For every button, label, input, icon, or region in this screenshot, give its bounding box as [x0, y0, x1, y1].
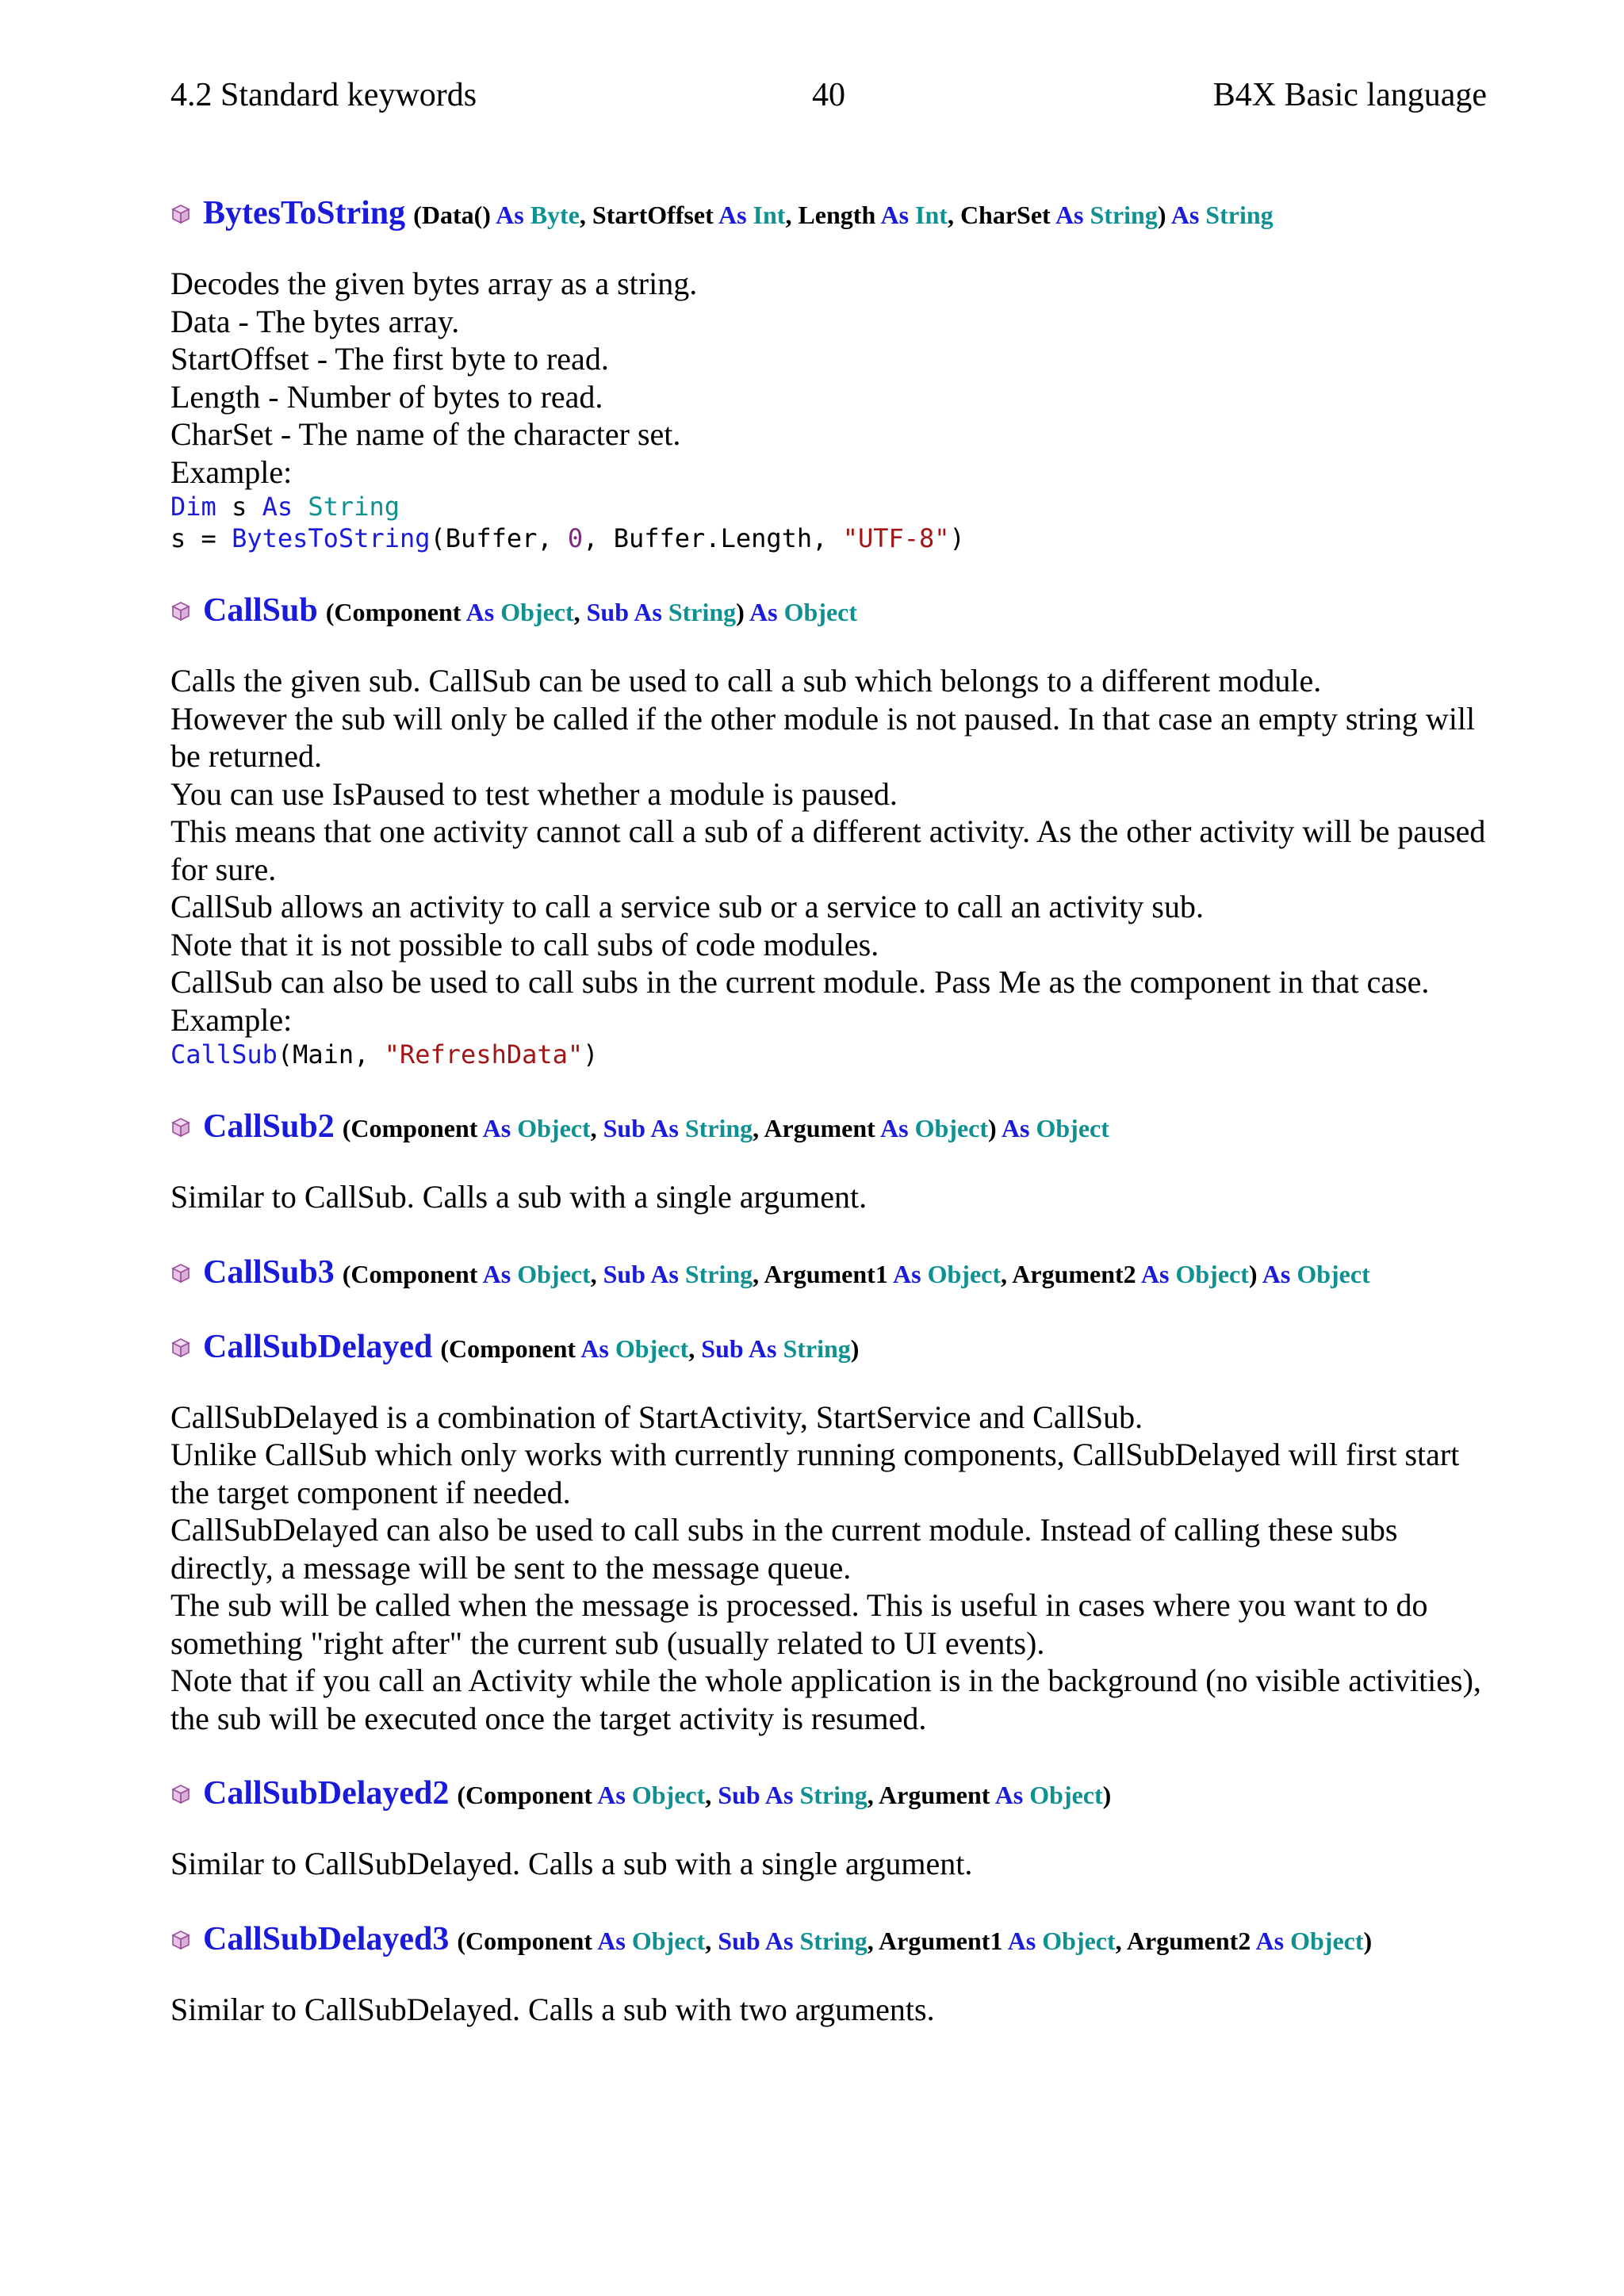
signature-token: As	[465, 598, 501, 626]
signature-token: (Component	[325, 598, 466, 626]
keyword-signature	[170, 1249, 1487, 1295]
keyword-description	[170, 1178, 1487, 1216]
signature-token: ,	[688, 1334, 702, 1363]
keyword-name: BytesToString	[203, 195, 406, 232]
signature-token: , Argument	[753, 1114, 881, 1142]
keyword-name: CallSubDelayed3	[203, 1920, 450, 1957]
signature-token: String	[799, 1926, 868, 1955]
code-token: CallSub	[170, 1039, 278, 1070]
keyword-entry	[170, 1916, 1487, 2062]
description-line: However the sub will only be called if the other module is not paused. In that case an empty string will be returned.	[170, 700, 1476, 774]
signature-token: , Argument2	[1115, 1926, 1256, 1955]
header-page-number: 40	[812, 77, 845, 113]
keyword-entry	[170, 1770, 1487, 1916]
signature-token: )	[988, 1114, 1002, 1142]
code-token: s	[216, 492, 262, 522]
signature-token: Object	[517, 1259, 591, 1288]
signature-token: , Argument1	[867, 1926, 1008, 1955]
code-line	[170, 522, 1487, 554]
signature-token: As	[893, 1259, 928, 1288]
signature-token: As	[994, 1781, 1030, 1809]
signature-token: , Length	[785, 201, 881, 229]
signature-token: Int	[753, 201, 786, 229]
header-book-title: B4X Basic language	[1212, 77, 1487, 113]
keyword-name: CallSub	[203, 592, 318, 629]
signature-token: As	[597, 1926, 632, 1955]
signature-token: Int	[915, 201, 948, 229]
code-token: String	[308, 492, 400, 522]
signature-token: As	[634, 598, 668, 626]
signature-token: Object	[1175, 1259, 1249, 1288]
signature-token: As	[650, 1114, 685, 1142]
signature-token: )	[850, 1334, 860, 1363]
code-example	[170, 491, 1487, 554]
signature-token: )	[1157, 201, 1171, 229]
signature-token: , Argument	[867, 1781, 995, 1809]
signature-token: (Component	[457, 1926, 598, 1955]
signature-token: As	[764, 1926, 800, 1955]
description-line: Decodes the given bytes array as a string.	[170, 266, 698, 301]
method-cube-icon	[170, 1332, 191, 1353]
signature-token: As	[1055, 201, 1090, 229]
keyword-entry	[170, 587, 1487, 1104]
code-token: BytesToString	[232, 523, 431, 553]
keyword-entry	[170, 1249, 1487, 1324]
description-line: Example:	[170, 453, 293, 490]
description-line: Note that it is not possible to call subs of code modules.	[170, 926, 879, 962]
code-line	[170, 491, 1487, 522]
signature-token: Object	[631, 1781, 706, 1809]
signature-token: Object	[927, 1259, 1002, 1288]
page-header	[170, 76, 1487, 124]
header-section: 4.2 Standard keywords	[170, 77, 477, 113]
description-line: Example:	[170, 1001, 293, 1038]
signature-token: String	[1205, 201, 1274, 229]
keyword-name: CallSub2	[203, 1108, 335, 1145]
keyword-signature	[170, 587, 1487, 633]
signature-token: As	[1170, 201, 1206, 229]
signature-token: , CharSet	[947, 201, 1055, 229]
description-line: This means that one activity cannot call a sub of a different activity. As the other activity will be paused for sure.	[170, 813, 1486, 887]
code-token: s =	[170, 523, 232, 553]
signature-token: As	[496, 201, 530, 229]
code-token: "UTF-8"	[842, 523, 950, 553]
description-line: Length - Number of bytes to read.	[170, 378, 603, 415]
signature-token: Object	[783, 598, 858, 626]
code-token	[293, 492, 308, 522]
code-token: )	[949, 523, 965, 553]
signature-token: String	[799, 1781, 868, 1809]
signature-token: Object	[615, 1334, 689, 1363]
signature-token: )	[1248, 1259, 1262, 1288]
signature-token: Sub	[603, 1114, 651, 1142]
signature-token: Sub	[718, 1926, 765, 1955]
signature-token: As	[1007, 1926, 1043, 1955]
method-cube-icon	[170, 1112, 191, 1132]
keyword-signature	[170, 1324, 1487, 1370]
keyword-entry	[170, 190, 1487, 587]
description-line: CallSubDelayed is a combination of StartActivity, StartService and CallSub.	[170, 1399, 1143, 1435]
method-cube-icon	[170, 1924, 191, 1945]
signature-token: Object	[1029, 1781, 1103, 1809]
keyword-name: CallSub3	[203, 1253, 335, 1291]
code-token: (Main,	[277, 1039, 385, 1070]
keyword-parameters	[343, 1114, 1109, 1142]
keyword-signature	[170, 190, 1487, 236]
keyword-name: CallSubDelayed	[203, 1328, 433, 1365]
method-cube-icon	[170, 595, 191, 616]
signature-token: , Argument1	[753, 1259, 894, 1288]
signature-token: String	[684, 1114, 753, 1142]
signature-token: )	[1363, 1926, 1373, 1955]
keyword-name: CallSubDelayed2	[203, 1775, 450, 1812]
code-token: , Buffer.Length,	[583, 523, 843, 553]
signature-token: Object	[1297, 1259, 1370, 1288]
signature-token: Object	[1042, 1926, 1116, 1955]
signature-token: As	[580, 1334, 615, 1363]
signature-token: As	[482, 1259, 518, 1288]
signature-token: ,	[705, 1781, 718, 1809]
description-line: Similar to CallSub. Calls a sub with a single argument.	[170, 1179, 868, 1215]
description-line: Unlike CallSub which only works with currently running components, CallSubDelayed will first start the target component if needed.	[170, 1437, 1460, 1510]
signature-token: As	[482, 1114, 518, 1142]
code-token: 0	[567, 523, 584, 553]
keyword-description	[170, 265, 1487, 554]
description-line: The sub will be called when the message is processed. This is useful in cases where you want to do something "right after" the current sub (usually related to UI events).	[170, 1587, 1428, 1661]
signature-token: As	[880, 1114, 915, 1142]
code-line	[170, 1039, 1487, 1070]
signature-token: As	[718, 201, 753, 229]
code-token: "RefreshData"	[384, 1039, 584, 1070]
keyword-description	[170, 1845, 1487, 1883]
code-token: As	[262, 492, 293, 522]
signature-token: As	[1262, 1259, 1297, 1288]
keyword-parameters	[326, 598, 857, 626]
signature-token: As	[597, 1781, 632, 1809]
description-line: CallSubDelayed can also be used to call subs in the current module. Instead of calling these subs directly, a message will be sent to the message queue.	[170, 1512, 1398, 1586]
signature-token: As	[1001, 1114, 1036, 1142]
signature-token: Sub	[586, 598, 634, 626]
signature-token: , Argument2	[1001, 1259, 1141, 1288]
keyword-entry	[170, 1324, 1487, 1771]
description-line: Calls the given sub. CallSub can be used to call a sub which belongs to a different module.	[170, 663, 1322, 698]
signature-token: )	[736, 598, 750, 626]
signature-token: ,	[590, 1259, 603, 1288]
description-line: CallSub allows an activity to call a service sub or a service to call an activity sub.	[170, 889, 1204, 924]
signature-token: String	[783, 1334, 851, 1363]
signature-token: (Data()	[413, 201, 496, 229]
method-cube-icon	[170, 198, 191, 219]
signature-token: ,	[590, 1114, 603, 1142]
signature-token: Object	[1036, 1114, 1109, 1142]
signature-token: Sub	[718, 1781, 765, 1809]
keyword-description	[170, 1399, 1487, 1738]
signature-token: Object	[1290, 1926, 1364, 1955]
description-line: Data - The bytes array.	[170, 303, 460, 339]
keyword-signature	[170, 1916, 1487, 1962]
method-cube-icon	[170, 1257, 191, 1278]
code-token: Dim	[170, 492, 216, 522]
keyword-list	[170, 190, 1487, 2061]
signature-token: String	[668, 598, 737, 626]
keyword-signature	[170, 1770, 1487, 1816]
signature-token: ,	[705, 1926, 718, 1955]
code-example	[170, 1039, 1487, 1070]
signature-token: ,	[573, 598, 587, 626]
signature-token: Byte	[530, 201, 580, 229]
keyword-entry	[170, 1104, 1487, 1249]
description-line: Similar to CallSubDelayed. Calls a sub with two arguments.	[170, 1991, 935, 2027]
description-line: Note that if you call an Activity while the whole application is in the background (no visible activities), the sub will be executed once the target activity is resumed.	[170, 1663, 1481, 1736]
description-line: Similar to CallSubDelayed. Calls a sub with a single argument.	[170, 1846, 973, 1881]
signature-token: , StartOffset	[579, 201, 718, 229]
keyword-parameters	[413, 201, 1273, 229]
description-line: StartOffset - The first byte to read.	[170, 341, 609, 377]
description-line: You can use IsPaused to test whether a module is paused.	[170, 775, 898, 812]
code-token: )	[583, 1039, 599, 1070]
keyword-parameters	[343, 1260, 1370, 1288]
keyword-description	[170, 1991, 1487, 2029]
signature-token: As	[1140, 1259, 1176, 1288]
signature-token: (Component	[342, 1259, 483, 1288]
signature-token: As	[650, 1259, 685, 1288]
keyword-parameters	[440, 1334, 859, 1363]
signature-token: String	[684, 1259, 753, 1288]
signature-token: As	[764, 1781, 800, 1809]
signature-token: Object	[914, 1114, 989, 1142]
keyword-parameters	[457, 1927, 1372, 1955]
keyword-description	[170, 662, 1487, 1070]
keyword-parameters	[457, 1781, 1111, 1809]
signature-token: String	[1090, 201, 1158, 229]
signature-token: Sub	[701, 1334, 749, 1363]
signature-token: As	[1255, 1926, 1291, 1955]
code-token: (Buffer,	[430, 523, 568, 553]
description-line: CallSub can also be used to call subs in the current module. Pass Me as the component in that case.	[170, 964, 1430, 1000]
signature-token: Sub	[603, 1259, 651, 1288]
signature-token: As	[748, 1334, 783, 1363]
signature-token: Object	[500, 598, 574, 626]
signature-token: As	[880, 201, 916, 229]
signature-token: (Component	[440, 1334, 581, 1363]
signature-token: (Component	[342, 1114, 483, 1142]
description-line: CharSet - The name of the character set.	[170, 416, 681, 452]
signature-token: As	[749, 598, 784, 626]
signature-token: (Component	[457, 1781, 598, 1809]
method-cube-icon	[170, 1778, 191, 1799]
signature-token: Object	[631, 1926, 706, 1955]
signature-token: )	[1102, 1781, 1112, 1809]
signature-token: Object	[517, 1114, 591, 1142]
keyword-signature	[170, 1104, 1487, 1150]
